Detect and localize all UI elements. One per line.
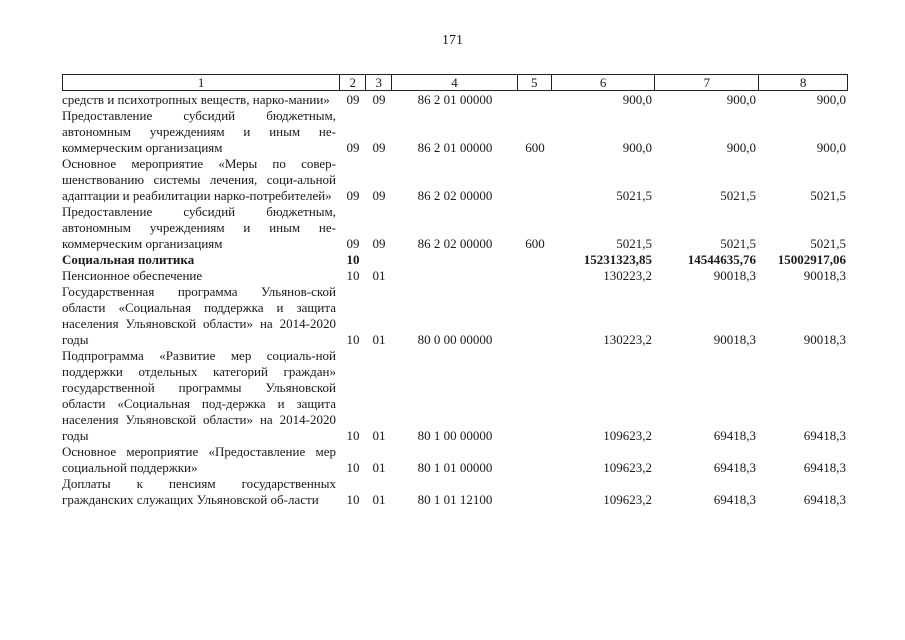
row-value-6: 900,0 bbox=[622, 92, 652, 107]
row-value-7: 900,0 bbox=[726, 92, 756, 107]
table-row bbox=[62, 204, 848, 252]
row-subsection: 01 bbox=[372, 332, 386, 347]
row-target-code: 86 2 02 00000 bbox=[417, 236, 493, 251]
table-row bbox=[62, 108, 848, 156]
table-row bbox=[62, 268, 848, 284]
row-description: Предоставление субсидий бюджетным, автономным учреждениям и иным не-коммерческим организациям bbox=[62, 204, 336, 251]
header-col-8: 8 bbox=[799, 75, 807, 90]
row-description: Основное мероприятие «Меры по совер-шенствованию системы лечения, соци-альной адаптации и реабилитации нарко-потребителей» bbox=[62, 156, 336, 203]
table-body bbox=[62, 92, 848, 508]
row-expense-type bbox=[518, 268, 552, 284]
row-value-7: 5021,5 bbox=[720, 236, 756, 251]
row-expense-type bbox=[518, 252, 552, 268]
row-description: Доплаты к пенсиям государственных гражданских служащих Ульяновской об-ласти bbox=[62, 476, 336, 507]
row-description: средств и психотропных веществ, нарко-мании» bbox=[62, 92, 330, 107]
row-description: Предоставление субсидий бюджетным, автономным учреждениям и иным не-коммерческим организациям bbox=[62, 108, 336, 155]
table-header bbox=[62, 74, 848, 91]
row-value-8: 900,0 bbox=[816, 92, 846, 107]
row-target-code: 86 2 02 00000 bbox=[417, 188, 493, 203]
row-subsection: 09 bbox=[372, 140, 386, 155]
row-value-8: 69418,3 bbox=[803, 428, 846, 443]
row-value-7: 14544635,76 bbox=[687, 252, 756, 267]
header-col-6: 6 bbox=[552, 75, 656, 90]
header-col-7: 7 bbox=[655, 75, 759, 90]
row-expense-type bbox=[518, 348, 552, 444]
row-subsection: 09 bbox=[372, 236, 386, 251]
row-description: Социальная политика bbox=[62, 252, 195, 267]
row-target-code: 80 1 01 12100 bbox=[417, 492, 493, 507]
row-subsection: 09 bbox=[372, 188, 386, 203]
row-value-8: 90018,3 bbox=[803, 332, 846, 347]
row-value-7: 90018,3 bbox=[713, 268, 756, 283]
row-value-7: 69418,3 bbox=[713, 460, 756, 475]
row-section: 10 bbox=[346, 428, 360, 443]
row-description: Основное мероприятие «Предоставление мер социальной поддержки» bbox=[62, 444, 336, 475]
row-subsection bbox=[366, 252, 392, 268]
row-expense-type bbox=[518, 476, 552, 508]
header-col-1: 1 bbox=[63, 75, 340, 90]
row-target-code bbox=[392, 268, 518, 284]
row-expense-type bbox=[518, 444, 552, 476]
row-target-code: 86 2 01 00000 bbox=[417, 92, 493, 107]
table-row bbox=[62, 92, 848, 108]
row-subsection: 01 bbox=[372, 492, 386, 507]
table-row bbox=[62, 476, 848, 508]
page-number: 171 bbox=[442, 33, 463, 48]
row-subsection: 01 bbox=[372, 268, 386, 283]
row-section: 10 bbox=[346, 332, 360, 347]
row-value-6: 130223,2 bbox=[603, 332, 652, 347]
row-value-7: 90018,3 bbox=[713, 332, 756, 347]
row-value-7: 900,0 bbox=[726, 140, 756, 155]
table-row bbox=[62, 444, 848, 476]
row-section: 10 bbox=[346, 460, 360, 475]
row-value-8: 900,0 bbox=[816, 140, 846, 155]
row-target-code: 80 1 01 00000 bbox=[417, 460, 493, 475]
row-value-6: 5021,5 bbox=[616, 188, 652, 203]
row-value-6: 109623,2 bbox=[603, 460, 652, 475]
row-value-6: 109623,2 bbox=[603, 492, 652, 507]
row-section: 10 bbox=[346, 252, 360, 267]
row-subsection: 01 bbox=[372, 460, 386, 475]
row-target-code: 86 2 01 00000 bbox=[417, 140, 493, 155]
table-row bbox=[62, 348, 848, 444]
row-expense-type: 600 bbox=[525, 140, 545, 155]
row-target-code: 80 1 00 00000 bbox=[417, 428, 493, 443]
row-value-8: 15002917,06 bbox=[777, 252, 846, 267]
row-value-8: 5021,5 bbox=[810, 236, 846, 251]
row-value-7: 5021,5 bbox=[720, 188, 756, 203]
row-value-8: 90018,3 bbox=[803, 268, 846, 283]
row-value-8: 5021,5 bbox=[810, 188, 846, 203]
row-section: 09 bbox=[346, 188, 360, 203]
row-value-6: 15231323,85 bbox=[583, 252, 652, 267]
row-description: Подпрограмма «Развитие мер социаль-ной поддержки отдельных категорий граждан» государственной программы Ульяновской области «Социальная под-держка и защита населения Ульяновской области» на 2014-2020 годы bbox=[62, 348, 336, 443]
header-col-4: 4 bbox=[392, 75, 518, 90]
row-expense-type bbox=[518, 92, 552, 108]
row-value-8: 69418,3 bbox=[803, 460, 846, 475]
row-value-6: 900,0 bbox=[622, 140, 652, 155]
row-section: 10 bbox=[346, 492, 360, 507]
row-section: 09 bbox=[346, 140, 360, 155]
header-col-3: 3 bbox=[366, 75, 392, 90]
row-section: 09 bbox=[346, 236, 360, 251]
row-subsection: 01 bbox=[372, 428, 386, 443]
row-description: Пенсионное обеспечение bbox=[62, 268, 203, 283]
row-target-code: 80 0 00 00000 bbox=[417, 332, 493, 347]
row-expense-type bbox=[518, 156, 552, 204]
row-value-6: 109623,2 bbox=[603, 428, 652, 443]
row-value-6: 5021,5 bbox=[616, 236, 652, 251]
row-value-7: 69418,3 bbox=[713, 492, 756, 507]
header-col-2: 2 bbox=[340, 75, 366, 90]
row-value-7: 69418,3 bbox=[713, 428, 756, 443]
row-section: 09 bbox=[346, 92, 360, 107]
row-section: 10 bbox=[346, 268, 360, 283]
row-expense-type: 600 bbox=[525, 236, 545, 251]
row-value-6: 130223,2 bbox=[603, 268, 652, 283]
row-value-8: 69418,3 bbox=[803, 492, 846, 507]
row-target-code bbox=[392, 252, 518, 268]
row-description: Государственная программа Ульянов-ской области «Социальная поддержка и защита населения Ульяновской области» на 2014-2020 годы bbox=[62, 284, 336, 347]
table-row-section-total bbox=[62, 252, 848, 268]
row-subsection: 09 bbox=[372, 92, 386, 107]
row-expense-type bbox=[518, 284, 552, 348]
table-row bbox=[62, 156, 848, 204]
table-row bbox=[62, 284, 848, 348]
header-col-5: 5 bbox=[518, 75, 552, 90]
